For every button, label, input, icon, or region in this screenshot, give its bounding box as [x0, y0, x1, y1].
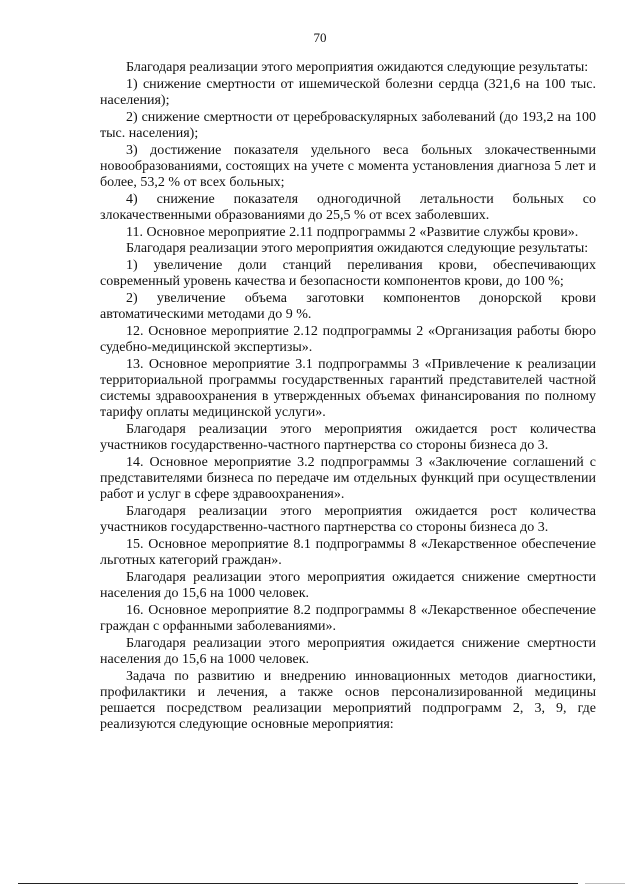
paragraph: 3) достижение показателя удельного веса больных злокачественными новообразованиями, состоящих на учете с момента установления диагноза 5 лет и более, 53,2 % от всех больных;: [100, 142, 596, 190]
paragraph: Благодаря реализации этого мероприятия ожидаются следующие результаты:: [126, 241, 589, 257]
paragraph: 2) снижение смертности от цереброваскулярных заболеваний (до 193,2 на 100 тыс. населения);: [100, 109, 596, 141]
paragraph: 15. Основное мероприятие 8.1 подпрограммы 8 «Лекарственное обеспечение льготных категорий граждан».: [100, 536, 596, 569]
paragraph: 1) увеличение доли станций переливания крови, обеспечивающих современный уровень качества и безопасности компонентов крови, до 100 %;: [100, 257, 596, 290]
paragraph: 1) снижение смертности от ишемической болезни сердца (321,6 на 100 тыс. населения);: [100, 76, 596, 108]
paragraph: Благодаря реализации этого мероприятия ожидается рост количества участников государственно-частного партнерства со стороны бизнеса до 3.: [100, 503, 596, 536]
paragraph: 11. Основное мероприятие 2.11 подпрограммы 2 «Развитие службы крови».: [126, 224, 579, 240]
paragraph: 14. Основное мероприятие 3.2 подпрограммы 3 «Заключение соглашений с представителями бизнеса по передаче им отдельных функций при осуществлении работ и услуг в сфере здравоохранения».: [100, 454, 596, 503]
bottom-rule: [18, 883, 578, 884]
paragraph: 4) снижение показателя одногодичной летальности больных со злокачественными образованиями до 25,5 % от всех заболевших.: [100, 191, 596, 223]
paragraph: 2) увеличение объема заготовки компонентов донорской крови автоматическими методами до 9 %.: [100, 290, 596, 323]
paragraph: 13. Основное мероприятие 3.1 подпрограммы 3 «Привлечение к реализации территориальной программы государственных гарантий представителей частной системы здравоохранения в утвержденных объемах финансирования по полному тарифу оплаты медицинской услуги».: [100, 356, 596, 421]
page-number: 70: [313, 30, 327, 45]
bottom-rule-faint: [585, 883, 625, 884]
paragraph: Задача по развитию и внедрению инновационных методов диагностики, профилактики и лечения, а также основ персонализированной медицины решается посредством реализации мероприятий подпрограмм 2, 3, 9, где реализуются следующие основные мероприятия:: [100, 668, 596, 733]
paragraph: 12. Основное мероприятие 2.12 подпрограммы 2 «Организация работы бюро судебно-медицинской экспертизы».: [100, 323, 596, 355]
paragraph: Благодаря реализации этого мероприятия ожидается снижение смертности населения до 15,6 на 1000 человек.: [100, 569, 596, 601]
document-body: [100, 60, 596, 734]
paragraph: Благодаря реализации этого мероприятия ожидаются следующие результаты:: [126, 60, 589, 75]
paragraph: Благодаря реализации этого мероприятия ожидается снижение смертности населения до 15,6 на 1000 человек.: [100, 635, 596, 667]
paragraph: Благодаря реализации этого мероприятия ожидается рост количества участников государственно-частного партнерства со стороны бизнеса до 3.: [100, 421, 596, 454]
paragraph: 16. Основное мероприятие 8.2 подпрограммы 8 «Лекарственное обеспечение граждан с орфанными заболеваниями».: [100, 602, 596, 634]
